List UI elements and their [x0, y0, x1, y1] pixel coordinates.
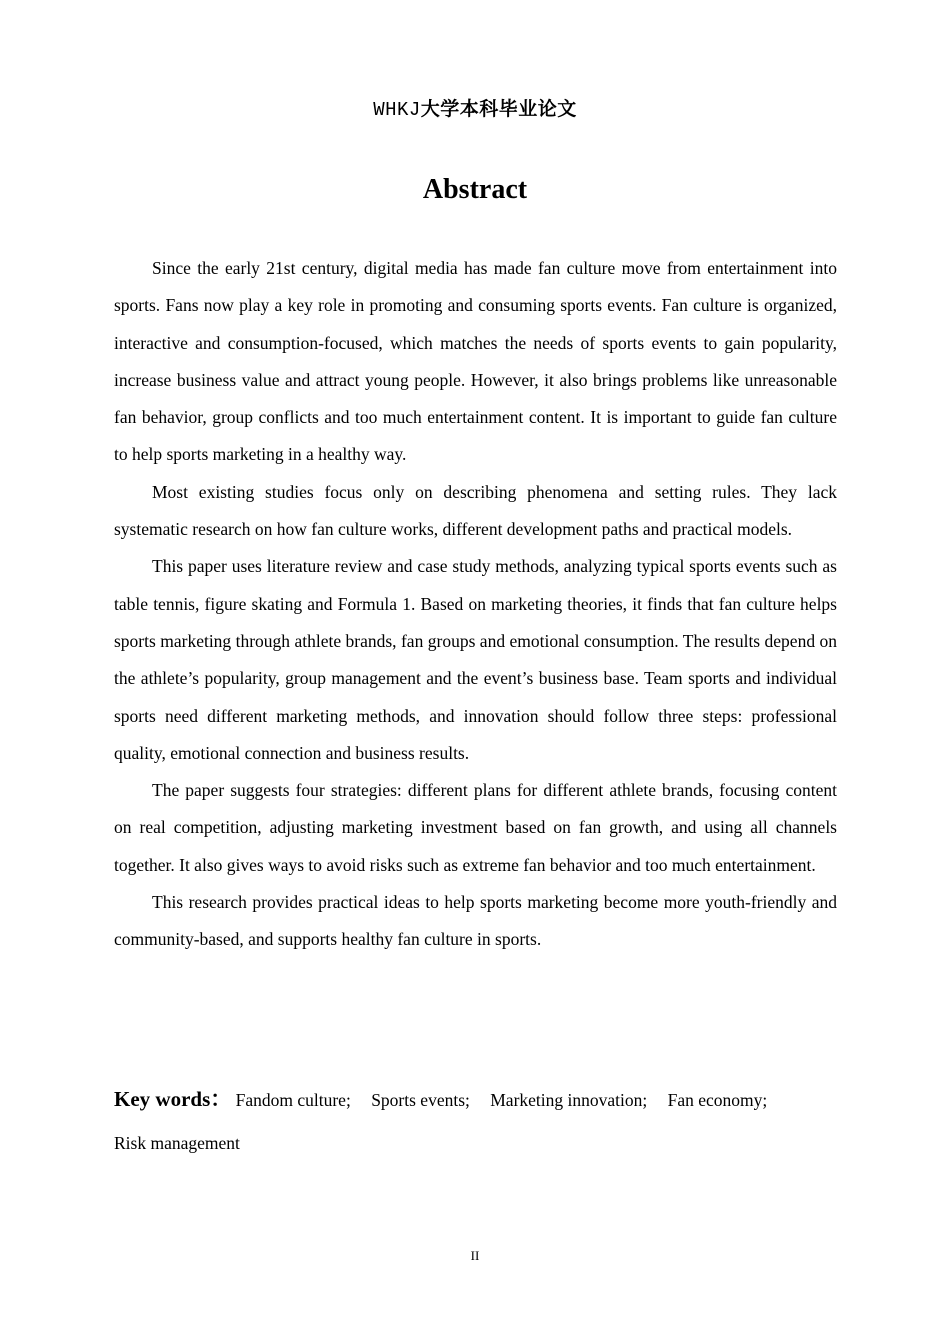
- abstract-body: [114, 250, 837, 959]
- keyword-item: Marketing innovation;: [490, 1090, 648, 1110]
- keyword-item: Risk management: [114, 1133, 240, 1153]
- keywords-section: [114, 1078, 837, 1165]
- abstract-paragraph: This research provides practical ideas to help sports marketing become more youth-friendly and community-based, and supports healthy fan culture in sports.: [114, 892, 837, 950]
- keyword-item: Sports events;: [371, 1090, 470, 1110]
- page-header: [0, 94, 950, 121]
- abstract-paragraph: Since the early 21st century, digital media has made fan culture move from entertainment into sports. Fans now play a key role in promoting and consuming sports events. Fan culture is organized, interactive and consumption-focused, which matches the needs of sports events to gain popularity, increase business value and attract young people. However, it also brings problems like unreasonable fan behavior, group conflicts and too much entertainment content. It is important to guide fan culture to help sports marketing in a healthy way.: [114, 258, 837, 465]
- header-latin-text: WHKJ: [373, 99, 421, 121]
- keyword-item: Fan economy;: [667, 1090, 768, 1110]
- header-cjk-text: 大学本科毕业论文: [420, 98, 577, 120]
- keywords-label: Key words：: [114, 1087, 232, 1111]
- keyword-item: Fandom culture;: [235, 1090, 351, 1110]
- abstract-paragraph: The paper suggests four strategies: different plans for different athlete brands, focusing content on real competition, adjusting marketing investment based on fan growth, and using all channels together. It also gives ways to avoid risks such as extreme fan behavior and too much entertainment.: [114, 780, 837, 875]
- page-number: II: [470, 1248, 480, 1263]
- abstract-title: Abstract: [422, 174, 528, 205]
- abstract-paragraph: Most existing studies focus only on describing phenomena and setting rules. They lack systematic research on how fan culture works, different development paths and practical models.: [114, 481, 837, 540]
- abstract-paragraph: This paper uses literature review and case study methods, analyzing typical sports events such as table tennis, figure skating and Formula 1. Based on marketing theories, it finds that fan culture helps sports marketing through athlete brands, fan groups and emotional consumption. The results depend on the athlete’s popularity, group management and the event’s business base. Team sports and individual sports need different marketing methods, and innovation should follow three steps: professional quality, emotional connection and business results.: [114, 556, 837, 763]
